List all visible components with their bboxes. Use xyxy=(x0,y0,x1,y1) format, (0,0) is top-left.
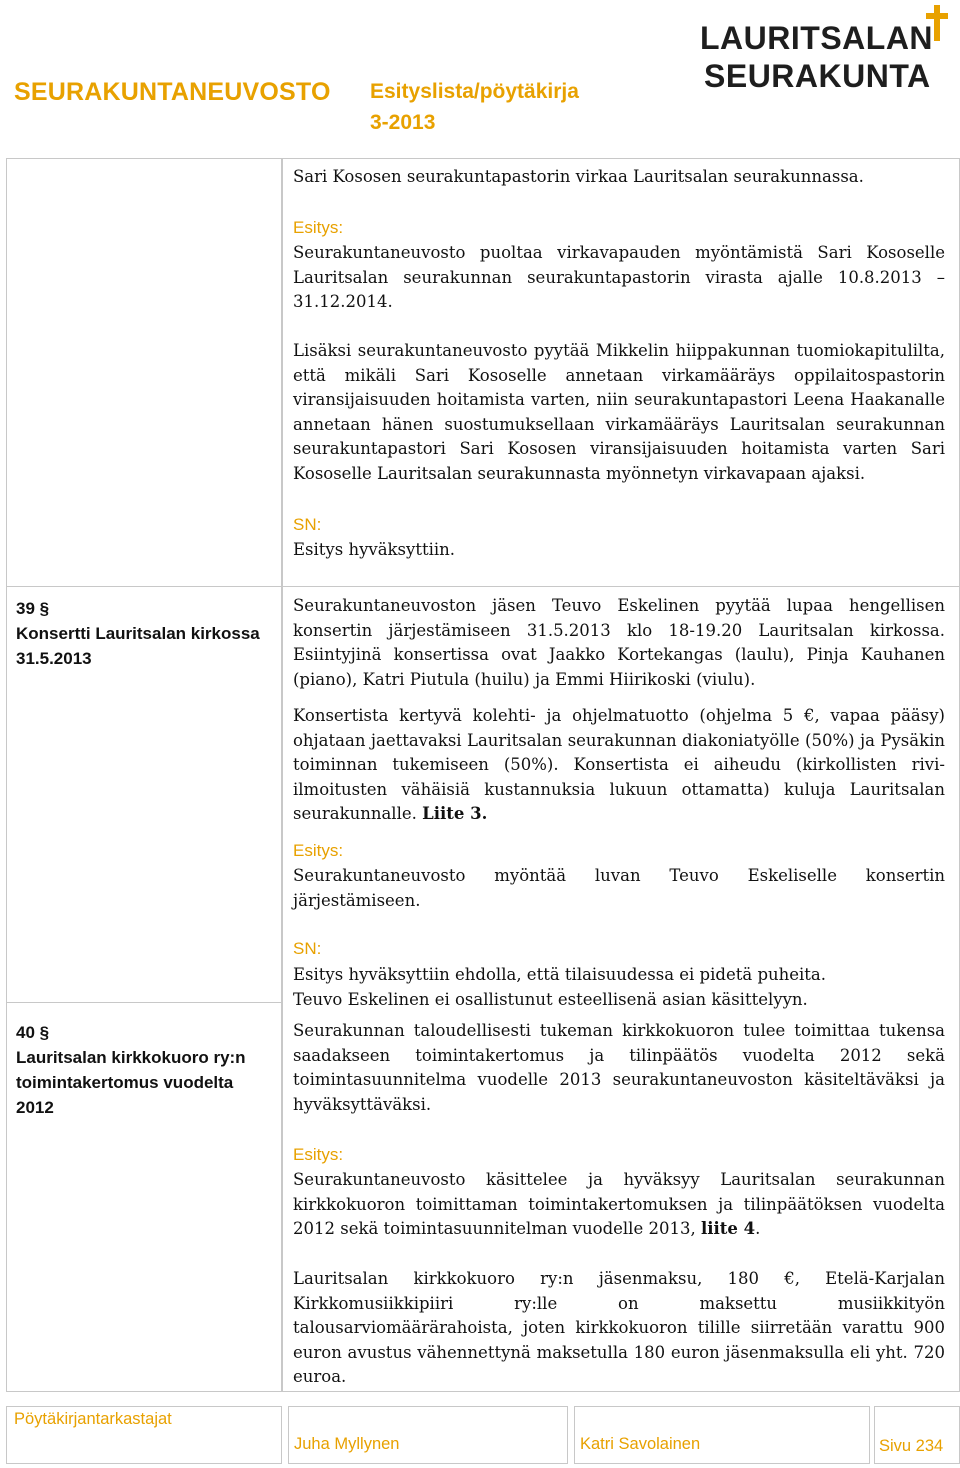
section-40-esitys-end: . xyxy=(755,1219,761,1239)
parish-logo xyxy=(700,4,956,99)
sn-text: Esitys hyväksyttiin. xyxy=(293,540,456,559)
logo-line2: SEURAKUNTA xyxy=(704,58,931,94)
section-39-sn-text-2: Teuvo Eskelinen ei osallistunut esteellisenä asian käsittelyyn. xyxy=(293,990,808,1009)
logo-line1: LAURITSALAN xyxy=(700,20,934,56)
examiners-label: Pöytäkirjantarkastajat xyxy=(14,1410,172,1428)
page-footer xyxy=(0,1392,960,1468)
attachment-reference-4: liite 4 xyxy=(700,1219,756,1239)
section-40-paragraph-2: Lauritsalan kirkkokuoro ry:n jäsenmaksu, 180 €, Etelä-Karjalan Kirkkomusiikkipiiri ry:lle on maksettu musiikkityön talousarviomäärärahoista, joten kirkkokuoron tilille siirretään varattu 900 euron avustus vähennettynä maksetulla 180 euron jäsenmaksulla eli yht. 720 euroa. xyxy=(293,1269,945,1387)
section-40-paragraph-1: Seurakunnan taloudellisesti tukeman kirkkokuoron tulee toimittaa tukensa saadakseen toimintakertomus ja tilinpäätös vuodelta 2012 sekä toimintasuunnitelma vuodelle 2013 seurakuntaneuvoston käsiteltäväksi ja hyväksyttäväksi. xyxy=(293,1021,945,1114)
section-39-paragraph-2 xyxy=(293,704,945,827)
sn-label: SN: xyxy=(293,515,322,534)
section-39-esitys-label: Esitys: xyxy=(293,841,344,860)
meeting-number: 3-2013 xyxy=(370,111,436,134)
section-39-heading xyxy=(16,596,266,671)
section-40-number: 40 § xyxy=(16,1023,50,1042)
esitys-text: Seurakuntaneuvosto puoltaa virkavapauden myöntämistä Sari Kososelle Lauritsalan seurakunnan seurakuntapastorin virasta ajalle 10.8.2013 – 31.12.2014. xyxy=(293,243,945,312)
page-number: Sivu 234 xyxy=(879,1437,944,1455)
section-divider-39-right xyxy=(282,586,960,587)
attachment-reference: Liite 3. xyxy=(422,804,488,824)
section-39-paragraph-2-text: Konsertista kertyvä kolehti- ja ohjelmatuotto (ohjelma 5 €, vapaa pääsy) ohjataan jaettavaksi Lauritsalan seurakunnan diakoniatyölle (50%) ja Pysäkin toiminnan tukemiseen (50%). Konsertista ei aiheudu (kirkollisten rivi-ilmoitusten vähäisiä kustannuksia lukuun ottamatta) kuluja Lauritsalan seurakunnalle. xyxy=(293,706,945,824)
section-39-paragraph-1: Seurakuntaneuvoston jäsen Teuvo Eskelinen pyytää lupaa hengellisen konsertin järjestämiseen 31.5.2013 klo 18-19.20 Lauritsalan kirkossa. Esiintyjinä konsertissa ovat Jaakko Kortekangas (laulu), Pinja Kauhanen (piano), Katri Piutula (huilu) ja Emmi Hiirikoski (viulu). xyxy=(293,596,945,689)
section-40-esitys-label: Esitys: xyxy=(293,1145,344,1164)
section-40-esitys-text xyxy=(293,1168,945,1242)
section-divider-39-left xyxy=(6,586,282,587)
esitys-label: Esitys: xyxy=(293,218,344,237)
section-39-title: Konsertti Lauritsalan kirkossa 31.5.2013 xyxy=(16,624,260,668)
page-header xyxy=(0,0,960,150)
section-40-esitys-body: Seurakuntaneuvosto käsittelee ja hyväksyy Lauritsalan seurakunnan kirkkokuoron toimittaman toimintakertomuksen ja tilinpäätöksen vuodelta 2012 sekä toimintasuunnitelman vuodelle 2013, xyxy=(293,1170,945,1239)
section-39-sn-text-1: Esitys hyväksyttiin ehdolla, että tilaisuudessa ei pidetä puheita. xyxy=(293,965,827,984)
continued-extra-text: Lisäksi seurakuntaneuvosto pyytää Mikkelin hiippakunnan tuomiokapitulilta, että mikäli Sari Kososelle annetaan virkamääräys oppilaitospastorin viransijaisuuden hoitamista varten, niin seurakuntapastori Leena Haakanalle annetaan hänen suostumuksellaan virkamääräys Lauritsalan seurakunnan seurakuntapastori Sari Kososen viransijaisuuden hoitamista varten Sari Kososelle Lauritsalan seurakunnasta myönnetyn virkavapaan ajaksi. xyxy=(293,341,945,483)
section-39-esitys-text: Seurakuntaneuvosto myöntää luvan Teuvo Eskeliselle konsertin järjestämiseen. xyxy=(293,866,945,910)
examiner-1-signature: Juha Myllynen xyxy=(294,1435,400,1453)
examiner-2-signature: Katri Savolainen xyxy=(580,1435,701,1453)
continued-intro: Sari Kososen seurakuntapastorin virkaa Lauritsalan seurakunnassa. xyxy=(293,167,864,186)
cross-icon xyxy=(922,4,952,42)
council-title: SEURAKUNTANEUVOSTO xyxy=(14,78,331,106)
section-divider-40-left xyxy=(6,1002,282,1003)
section-39-sn-label: SN: xyxy=(293,939,322,958)
section-40-heading xyxy=(16,1020,266,1120)
left-column-frame xyxy=(6,158,282,1392)
document-type: Esityslista/pöytäkirja xyxy=(370,80,579,103)
section-39-number: 39 § xyxy=(16,599,50,618)
section-40-title: Lauritsalan kirkkokuoro ry:n toimintakertomus vuodelta 2012 xyxy=(16,1048,246,1117)
